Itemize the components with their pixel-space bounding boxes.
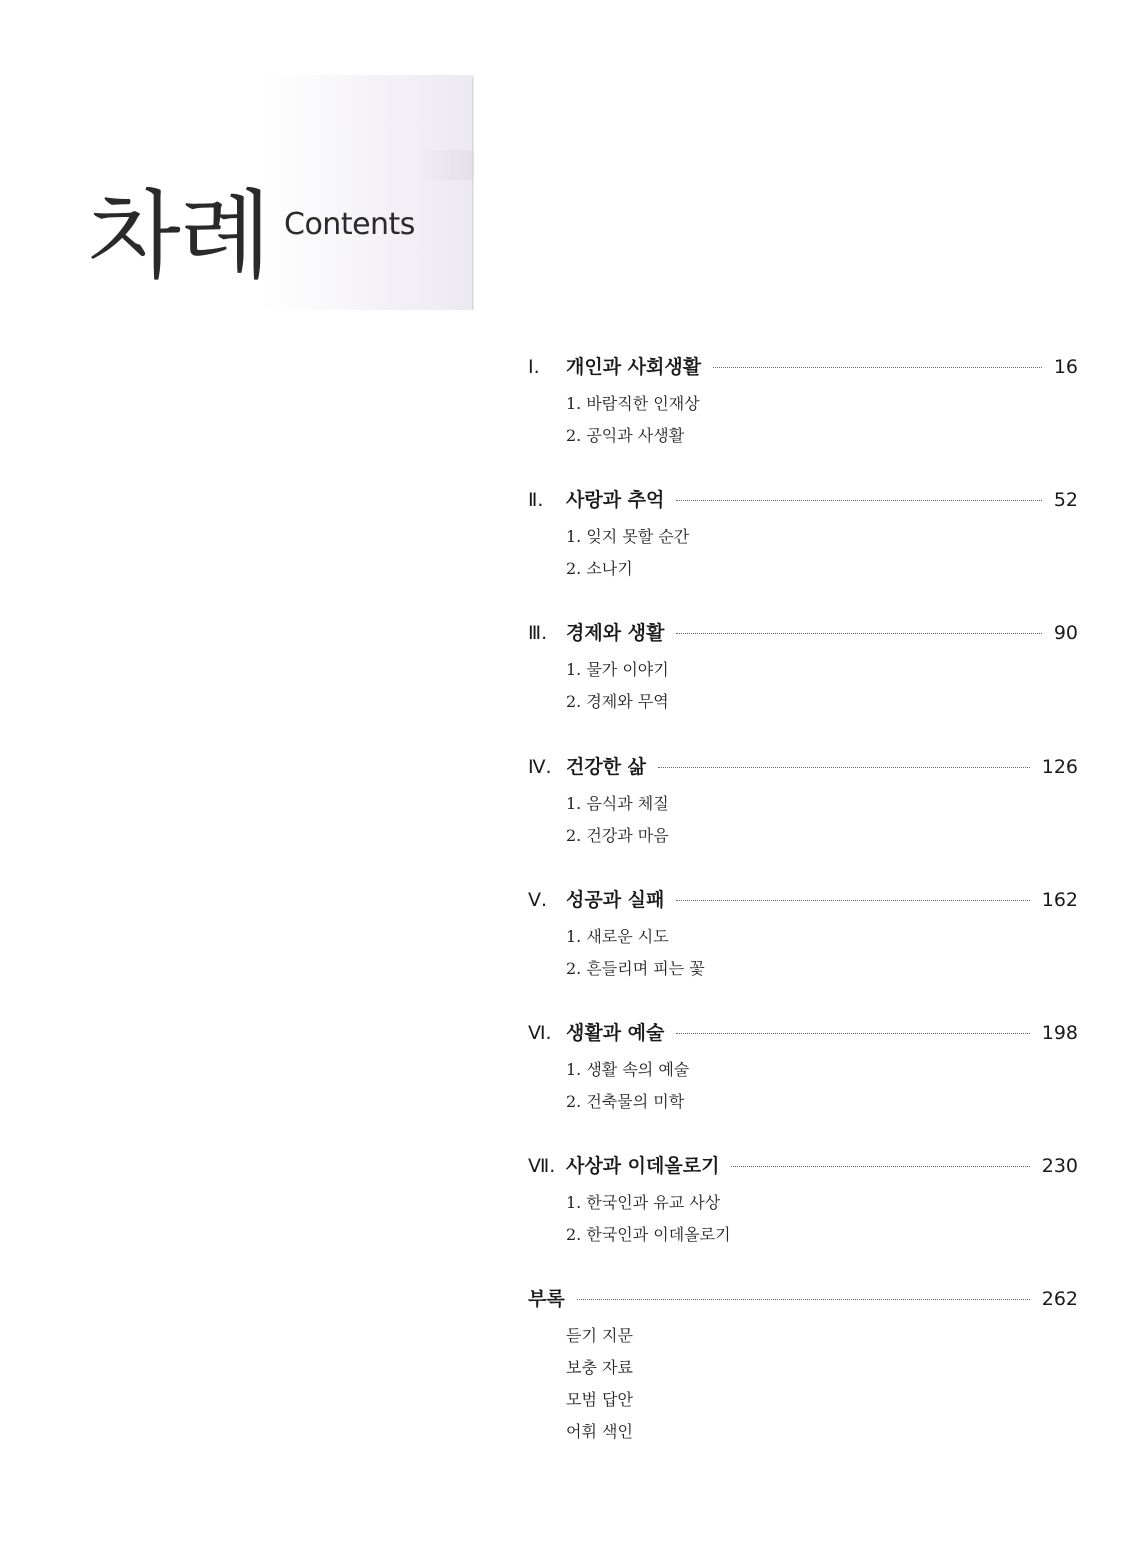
appendix-item[interactable]: 듣기 지문 [566, 1326, 633, 1345]
toc-chapter-2 [528, 485, 1078, 618]
chapter-page-number: 162 [1041, 889, 1078, 911]
chapter-number: Ⅶ. [528, 1155, 556, 1177]
toc-chapter-6 [528, 1018, 1078, 1151]
chapter-number: Ⅰ. [528, 356, 540, 378]
chapter-number: Ⅱ. [528, 489, 544, 511]
toc-chapter-4 [528, 752, 1078, 885]
chapter-title: 개인과 사회생활 [566, 356, 702, 378]
section-list [566, 388, 1078, 452]
chapter-title: 건강한 삶 [566, 756, 647, 778]
section-list [566, 1054, 1078, 1118]
leader-dots [713, 367, 1042, 368]
chapter-heading[interactable] [528, 618, 1078, 650]
header-band-accent [420, 150, 474, 180]
appendix-item[interactable]: 모범 답안 [566, 1390, 633, 1409]
chapter-heading[interactable] [528, 885, 1078, 917]
leader-dots [577, 1299, 1030, 1300]
leader-dots [676, 900, 1029, 901]
section-item[interactable]: 2. 공익과 사생활 [566, 426, 685, 445]
section-item[interactable]: 1. 음식과 체질 [566, 794, 669, 813]
section-item[interactable]: 1. 한국인과 유교 사상 [566, 1193, 721, 1212]
chapter-heading[interactable] [528, 485, 1078, 517]
section-item[interactable]: 2. 소나기 [566, 559, 633, 578]
section-item[interactable]: 2. 흔들리며 피는 꽃 [566, 959, 705, 978]
toc-appendix [528, 1284, 1078, 1448]
leader-dots [676, 1033, 1029, 1034]
leader-dots [731, 1166, 1029, 1167]
section-item[interactable]: 1. 새로운 시도 [566, 927, 669, 946]
chapter-title: 사상과 이데올로기 [566, 1155, 720, 1177]
chapter-title: 생활과 예술 [566, 1022, 665, 1044]
chapter-page-number: 52 [1053, 489, 1078, 511]
chapter-heading[interactable] [528, 352, 1078, 384]
chapter-heading[interactable] [528, 1151, 1078, 1183]
appendix-item[interactable]: 어휘 색인 [566, 1422, 633, 1441]
appendix-heading[interactable] [528, 1284, 1078, 1316]
page-title-english: Contents [284, 207, 415, 242]
leader-dots [658, 767, 1030, 768]
chapter-heading[interactable] [528, 1018, 1078, 1050]
section-list [566, 788, 1078, 852]
section-list [566, 921, 1078, 985]
section-list [566, 1187, 1078, 1251]
toc-chapter-1 [528, 352, 1078, 485]
section-item[interactable]: 1. 바람직한 인재상 [566, 394, 700, 413]
section-item[interactable]: 2. 한국인과 이데올로기 [566, 1225, 731, 1244]
toc-chapter-5 [528, 885, 1078, 1018]
appendix-item[interactable]: 보충 자료 [566, 1358, 633, 1377]
section-list [566, 521, 1078, 585]
chapter-title: 경제와 생활 [566, 622, 665, 644]
header-divider [472, 78, 473, 310]
section-item[interactable]: 1. 생활 속의 예술 [566, 1060, 690, 1079]
chapter-title: 성공과 실패 [566, 889, 665, 911]
appendix-page-number: 262 [1041, 1288, 1078, 1310]
section-item[interactable]: 1. 잊지 못할 순간 [566, 527, 690, 546]
page-title-korean: 차례 [88, 180, 270, 292]
section-item[interactable]: 1. 물가 이야기 [566, 660, 669, 679]
appendix-list [566, 1320, 1078, 1448]
chapter-page-number: 126 [1041, 756, 1078, 778]
toc-chapter-7 [528, 1151, 1078, 1284]
section-item[interactable]: 2. 경제와 무역 [566, 692, 669, 711]
chapter-page-number: 16 [1053, 356, 1078, 378]
appendix-title: 부록 [528, 1288, 565, 1310]
section-item[interactable]: 2. 건강과 마음 [566, 826, 669, 845]
chapter-title: 사랑과 추억 [566, 489, 665, 511]
chapter-heading[interactable] [528, 752, 1078, 784]
leader-dots [676, 500, 1041, 501]
chapter-page-number: 90 [1053, 622, 1078, 644]
toc-chapter-3 [528, 618, 1078, 752]
section-list [566, 654, 1078, 718]
chapter-page-number: 198 [1041, 1022, 1078, 1044]
chapter-number: Ⅵ. [528, 1022, 552, 1044]
table-of-contents [528, 352, 1078, 1448]
chapter-number: Ⅴ. [528, 889, 548, 911]
chapter-number: Ⅳ. [528, 756, 552, 778]
section-item[interactable]: 2. 건축물의 미학 [566, 1092, 685, 1111]
chapter-number: Ⅲ. [528, 622, 548, 644]
chapter-page-number: 230 [1041, 1155, 1078, 1177]
leader-dots [676, 633, 1041, 634]
